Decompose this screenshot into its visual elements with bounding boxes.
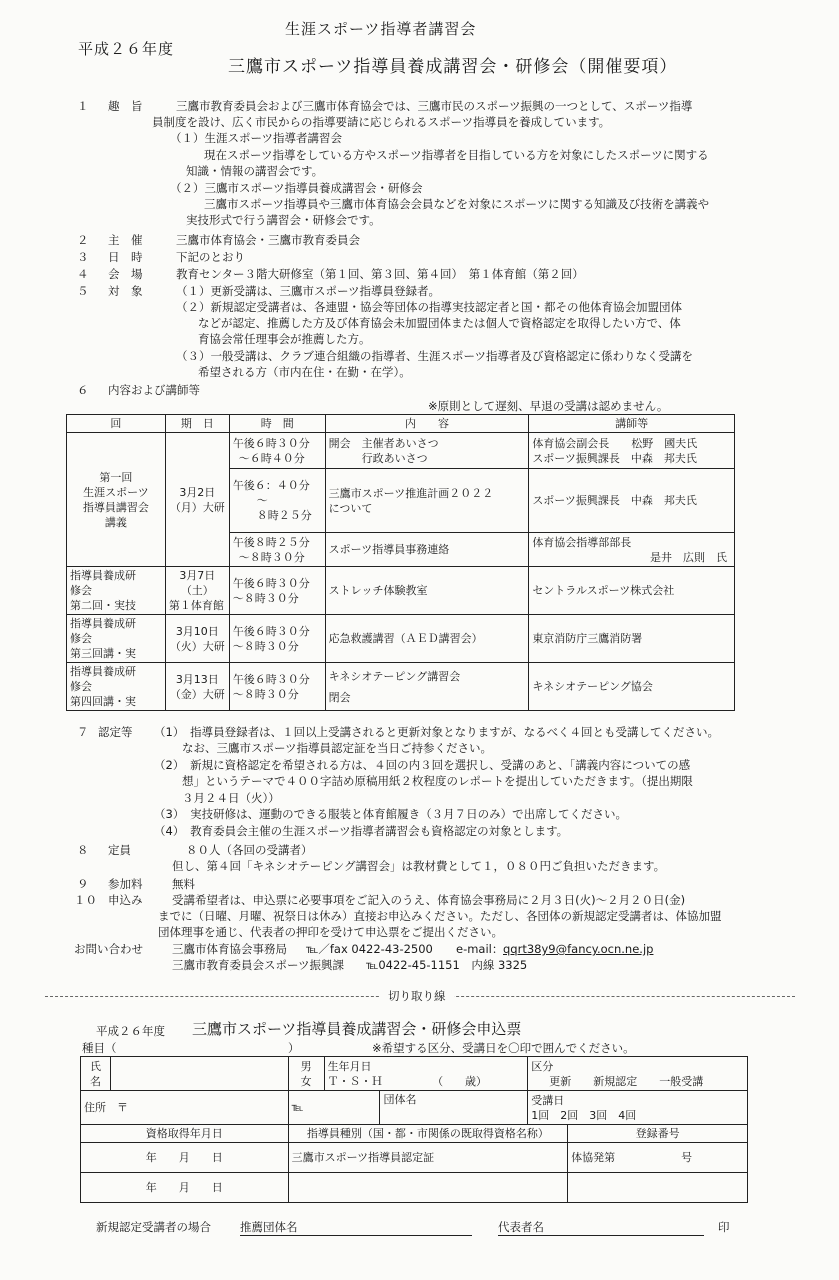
table-cell: キネシオテーピング協会 [529,663,735,711]
header-top: 生涯スポーツ指導者講習会 [285,20,477,38]
table-cell: 第一回 生涯スポーツ 指導員講習会 講義 [67,433,166,567]
s7-line: 想」というテーマで４００字詰め原稿用紙２枚程度のレポートを提出していただきます。（提出期限 [182,774,693,788]
form-note: ※希望する区分、受講日を〇印で囲んでください。 [372,1041,635,1055]
name-field[interactable] [110,1057,288,1091]
recommend-group-field[interactable]: 推薦団体名 [240,1219,472,1236]
s2-text: 三鷹市体育協会・三鷹市教育委員会 [176,233,360,247]
s9-num: ９ [77,877,89,891]
table-cell: 午後８時２５分 ～８時３０分 [229,533,325,567]
table-cell: セントラルスポーツ株式会社 [529,567,735,615]
h-touroku: 登録番号 [568,1125,748,1143]
s8-num: ８ [77,843,89,857]
table-cell: 体育協会副会長 松野 國夫氏 スポーツ振興課長 中森 邦夫氏 [529,433,735,469]
contact-email-label: e-mail： [456,942,504,956]
table-cell: 午後６時３０分 ～８時３０分 [229,663,325,711]
contact-org2: 三鷹市教育委員会スポーツ振興課 [172,958,345,972]
s1-item: （２）三鷹市スポーツ指導員養成講習会・研修会 [170,181,423,195]
table-cell: キネシオテーピング講習会 閉会 [325,663,529,711]
table-cell: スポーツ振興課長 中森 邦夫氏 [529,469,735,533]
table-cell: 3月13日 （金）大研 [165,663,229,711]
s1-line: 三鷹市教育委員会および三鷹市体育協会では、三鷹市民のスポーツ振興の一つとして、スポーツ指導 [176,99,693,113]
table-cell: ストレッチ体験教室 [325,567,529,615]
s7-num: ７ [77,725,89,739]
s1-line: 員制度を設け、広く市民からの指導要請に応じられるスポーツ指導員を養成しています。 [152,115,611,129]
table-cell: 3月7日 （土） 第１体育館 [165,567,229,615]
table-cell: 三鷹市スポーツ推進計画２０２２ について [325,469,529,533]
table-cell: 3月2日 （月）大研 [165,433,229,567]
s5-line: 希望される方（市内在住・在勤・在学）。 [198,365,411,379]
s5-line: （３）一般受講は、クラブ連合組織の指導者、生涯スポーツ指導者及び資格認定に係わりなく受講を [176,349,694,363]
th-koushi: 講師等 [529,415,735,433]
s4-text: 教育センター３階大研修室（第１回、第３回、第４回） 第１体育館（第２回） [176,267,584,281]
cert-field-empty[interactable] [288,1173,568,1203]
s9-label: 参加料 [108,877,143,891]
s1-line: 三鷹市スポーツ指導員や三鷹市体育協会会員などを対象にスポーツに関する知識及び技術を講義や [204,197,710,211]
th-date: 期 日 [165,415,229,433]
s7-line: ３月２４日（火）） [182,791,280,805]
s7-line: （4） 教育委員会主催の生涯スポーツ指導者講習会も資格認定の対象とします。 [154,824,569,838]
s6-label: 内容および講師等 [108,383,200,397]
th-time: 時 間 [229,415,325,433]
jukoubi-field[interactable]: 受講日 1回 2回 3回 4回 [528,1091,748,1125]
s1-num: １ [77,99,89,113]
contact-tel: ℡0422-45-1151 内線 3325 [366,958,528,972]
table-cell: スポーツ指導員事務連絡 [325,533,529,567]
table-cell: 開会 主催者あいさつ 行政あいさつ [325,433,529,469]
s6-num: ６ [77,383,89,397]
contact-fax: ℡／fax 0422-43-2500 [306,942,433,956]
s10-line: 団体理事を通じ、代表者の押印を受けて申込票をご提出ください。 [158,925,503,939]
kubun-field[interactable]: 区分 更新 新規認定 一般受講 [528,1057,748,1091]
s1-item: （１）生涯スポーツ指導者講習会 [170,131,343,145]
s5-line: （１）更新受講は、三鷹市スポーツ指導員登録者。 [176,284,441,298]
dantai-field[interactable]: 団体名 [380,1091,528,1125]
table-cell: 3月10日 （火）大研 [165,615,229,663]
s5-line: （２）新規認定受講者は、各連盟・協会等団体の指導実技認定者と国・都その他体育協会加盟団体 [176,300,682,314]
s7-line: （1） 指導員登録者は、１回以上受講されると更新対象となりますが、なるべく４回とも受講してください。 [154,725,720,739]
s8-line: ８０人（各回の受講者） [186,843,313,857]
th-content: 内 容 [325,415,529,433]
table-cell: 応急救護講習（ＡＥＤ講習会） [325,615,529,663]
s2-num: ２ [77,233,89,247]
date-field[interactable]: 年 月 日 [81,1143,289,1173]
table-cell: 午後６時３０分 ～６時４０分 [229,433,325,469]
s7-line: （2） 新規に資格認定を希望される方は、４回の内３回を選択し、受講のあと、「講義内容についての感 [154,758,691,772]
table-cell: 午後６時３０分 ～８時３０分 [229,567,325,615]
contact-email[interactable]: qqrt38y9@fancy.ocn.ne.jp [503,942,654,956]
h-shikaku: 資格取得年月日 [81,1125,289,1143]
form-title: 三鷹市スポーツ指導員養成講習会・研修会申込票 [192,1020,522,1038]
address-field[interactable]: 住所 〒 [81,1091,289,1125]
th-kai: 回 [67,415,166,433]
s8-label: 定員 [108,843,131,857]
contact-label: お問い合わせ [74,942,143,956]
s10-num: １０ [74,893,97,907]
schedule-table [66,414,735,711]
s7-label: 認定等 [98,725,133,739]
date-field[interactable]: 年 月 日 [81,1173,289,1203]
s9-text: 無料 [172,877,195,891]
s1-line: 知識・情報の講習会です。 [186,164,324,178]
s10-label: 申込み [108,893,143,907]
s8-line: 但し、第４回「キネシオテーピング講習会」は教材費として１，０８０円ご負担いただきます。 [172,859,666,873]
cert-field: 三鷹市スポーツ指導員認定証 [288,1143,568,1173]
seal-label: 印 [718,1220,730,1234]
tel-field[interactable]: ℡ [288,1091,380,1125]
s5-line: 育協会常任理事会が推薦した方。 [198,332,371,346]
page-title: 三鷹市スポーツ指導員養成講習会・研修会（開催要項） [228,57,678,77]
form-shumoku-close: ） [288,1041,300,1055]
form-shumoku: 種目（ [82,1041,117,1055]
contact-org: 三鷹市体育協会事務局 [172,942,287,956]
s1-line: 実技形式で行う講習会・研修会です。 [186,213,381,227]
s4-num: ４ [77,267,89,281]
form-year: 平成２６年度 [96,1024,165,1038]
s3-label: 日 時 [108,250,143,264]
h-shubetsu: 指導員種別（国・都・市関係の既取得資格名称） [288,1125,568,1143]
footer-label: 新規認定受講者の場合 [96,1220,211,1234]
table-cell: 東京消防庁三鷹消防署 [529,615,735,663]
representative-field[interactable]: 代表者名 [498,1219,704,1236]
table-cell: 指導員養成研 修会 第三回講・実 [67,615,166,663]
header-year: 平成２６年度 [78,40,175,58]
s1-label: 趣 旨 [108,99,143,113]
reg-field-empty[interactable] [568,1173,748,1203]
name-label-cell: 氏 名 [81,1057,111,1091]
s5-label: 対 象 [108,284,143,298]
s5-line: などが認定、推薦した方及び体育協会未加盟団体または個人で資格認定を取得したい方で、体 [198,316,681,330]
table-cell: 午後６時３０分 ～８時３０分 [229,615,325,663]
s7-line: なお、三鷹市スポーツ指導員認定証を当日ご持参ください。 [182,741,493,755]
birth-field[interactable]: 生年月日 Ｔ・Ｓ・Ｈ （ 歳） [324,1057,528,1091]
s6-note: ※原則として遅刻、早退の受講は認めません。 [428,399,669,413]
table-cell: 指導員養成研 修会 第二回・実技 [67,567,166,615]
s1-line: 現在スポーツ指導をしている方やスポーツ指導者を目指している方を対象にしたスポーツに関する [204,148,709,162]
s7-line: （3） 実技研修は、運動のできる服装と体育館履き（３月７日のみ）で出席してください。 [154,807,628,821]
s10-line: 受講希望者は、申込票に必要事項をご記入のうえ、体育協会事務局に２月３日(火)～２月２０日(金) [172,893,686,907]
table-cell: 体育協会指導部部長 是井 広則 氏 [529,533,735,567]
s4-label: 会 場 [108,267,143,281]
table-cell: 指導員養成研 修会 第四回講・実 [67,663,166,711]
table-cell: 午後６：４０分 ～ ８時２５分 [229,469,325,533]
s2-label: 主 催 [108,233,143,247]
s10-line: までに（日曜、月曜、祝祭日は休み）直接お申込みください。ただし、各団体の新規認定受講者は、体協加盟 [158,909,722,923]
reg-field[interactable]: 体協発第 号 [568,1143,748,1173]
application-form [80,1056,748,1203]
s3-text: 下記のとおり [176,250,245,264]
s5-num: ５ [77,284,89,298]
gender-field[interactable]: 男 女 [288,1057,324,1091]
cut-line-label: 切り取り線 [380,988,454,1004]
s3-num: ３ [77,250,89,264]
